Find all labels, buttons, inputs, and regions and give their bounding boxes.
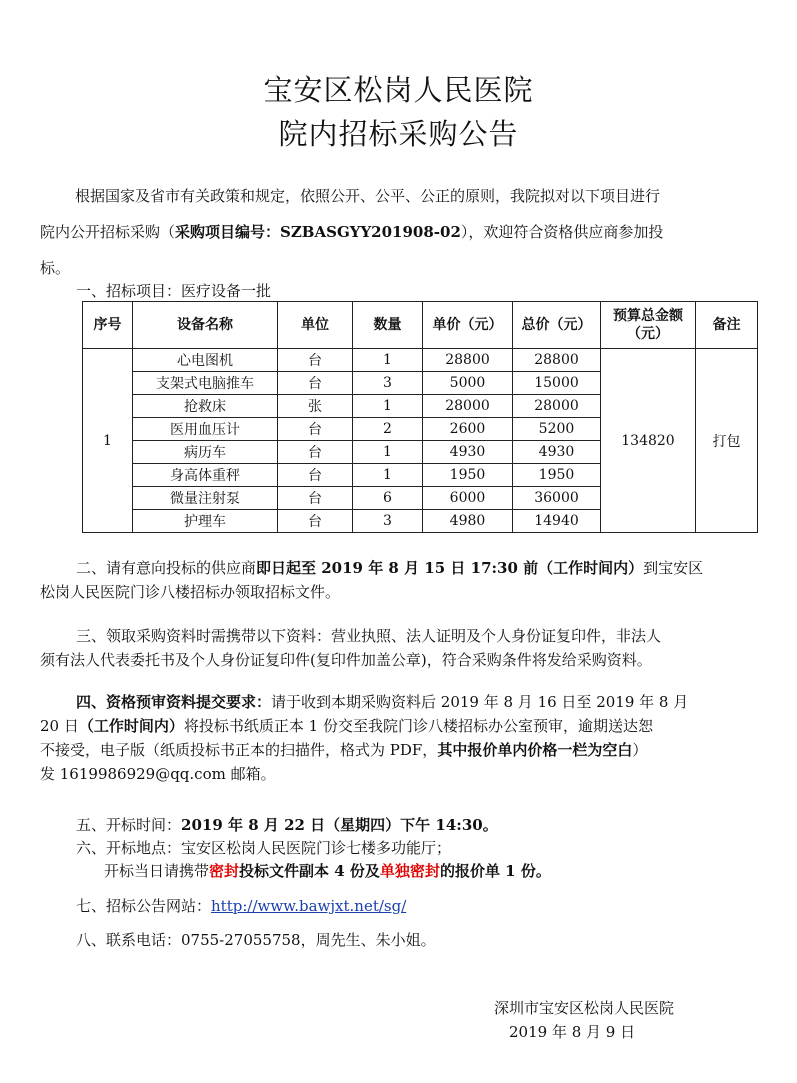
intro-text: ），欢迎符合资格供应商参加投 (460, 223, 664, 241)
item-unit: 台 (278, 441, 353, 464)
item-qty: 2 (353, 418, 423, 441)
page-subtitle: 院内招标采购公告 (278, 117, 519, 151)
item-unit: 台 (278, 372, 353, 395)
item-name: 支架式电脑推车 (133, 372, 278, 395)
section-6-line-1: 六、开标地点：宝安区松岗人民医院门诊七楼多功能厅； (76, 839, 452, 857)
item-qty: 1 (353, 441, 423, 464)
item-unit: 台 (278, 418, 353, 441)
item-total: 28800 (513, 349, 601, 372)
item-price: 6000 (423, 487, 513, 510)
section-6-line-2 (104, 861, 551, 881)
section-4-text: 请于收到本期采购资料后 2019 年 8 月 16 日至 2019 年 8 月 (271, 693, 689, 711)
budget-total-cell: 134820 (601, 349, 696, 533)
section-6-text: 开标当日请携带 (104, 862, 210, 880)
section-4-heading: 四、资格预审资料提交要求： (76, 693, 272, 711)
section-2-line-2: 松岗人民医院门诊八楼招标办领取招标文件。 (40, 583, 341, 601)
item-total: 14940 (513, 510, 601, 533)
item-price: 2600 (423, 418, 513, 441)
item-price: 28800 (423, 349, 513, 372)
intro-line-2 (40, 222, 663, 242)
item-qty: 1 (353, 464, 423, 487)
column-header: 单位 (278, 302, 353, 349)
table-row (83, 349, 758, 372)
section-4-text: ） (632, 741, 648, 759)
section-1-heading: 一、招标项目：医疗设备一批 (76, 282, 272, 300)
item-unit: 台 (278, 349, 353, 372)
item-price: 1950 (423, 464, 513, 487)
item-name: 抢救床 (133, 395, 278, 418)
item-total: 36000 (513, 487, 601, 510)
item-total: 4930 (513, 441, 601, 464)
section-8-line: 八、联系电话：0755-27055758，周先生、朱小姐。 (76, 931, 436, 949)
section-7-label: 七、招标公告网站： (76, 897, 212, 915)
table-header-row (83, 302, 758, 349)
deadline-text: 即日起至 2019 年 8 月 15 日 17:30 前（工作时间内） (256, 559, 644, 577)
section-3-line-1: 三、领取采购资料时需携带以下资料：营业执照、法人证明及个人身份证复印件，非法人 (76, 627, 662, 645)
item-unit: 张 (278, 395, 353, 418)
column-header: 序号 (83, 302, 133, 349)
page-title: 宝安区松岗人民医院 (263, 73, 534, 107)
section-4-text: 将投标书纸质正本 1 份交至我院门诊八楼招标办公室预审，逾期送达恕 (183, 717, 653, 735)
item-total: 5200 (513, 418, 601, 441)
intro-line-3: 标。 (40, 259, 71, 277)
item-price: 5000 (423, 372, 513, 395)
work-hours-text: （工作时间内） (78, 717, 184, 735)
project-number: 采购项目编号：SZBASGYY201908-02 (175, 223, 461, 241)
column-header: 设备名称 (133, 302, 278, 349)
item-qty: 3 (353, 372, 423, 395)
section-4-line-4: 发 1619986929@qq.com 邮箱。 (40, 765, 276, 783)
item-qty: 1 (353, 349, 423, 372)
intro-line-1: 根据国家及省市有关政策和规定，依照公开、公平、公正的原则，我院拟对以下项目进行 (75, 187, 661, 205)
section-4-line-2 (40, 716, 653, 736)
website-link[interactable]: http://www.bawjxt.net/sg/ (211, 897, 407, 915)
sealed-text: 密封 (209, 862, 240, 880)
section-2-text: 到宝安区 (643, 559, 704, 577)
item-unit: 台 (278, 487, 353, 510)
intro-text: 院内公开招标采购（ (40, 223, 176, 241)
item-total: 15000 (513, 372, 601, 395)
item-qty: 6 (353, 487, 423, 510)
item-total: 28000 (513, 395, 601, 418)
section-5-label: 五、开标时间： (76, 816, 182, 834)
section-7-line (76, 896, 406, 916)
section-6-bold: 投标文件副本 4 份及 (239, 862, 380, 880)
footer-organization: 深圳市宝安区松岗人民医院 (494, 999, 675, 1017)
item-qty: 1 (353, 395, 423, 418)
section-6-bold: 的报价单 1 份。 (439, 862, 551, 880)
item-total: 1950 (513, 464, 601, 487)
item-qty: 3 (353, 510, 423, 533)
section-4-line-3 (40, 740, 647, 760)
remark-cell: 打包 (696, 349, 758, 533)
column-header: 备注 (696, 302, 758, 349)
section-2-line-1 (76, 558, 703, 578)
column-header: 预算总金额（元） (601, 302, 696, 349)
equipment-table (82, 301, 758, 533)
item-name: 医用血压计 (133, 418, 278, 441)
item-price: 4930 (423, 441, 513, 464)
item-name: 身高体重秤 (133, 464, 278, 487)
section-4-line-1 (76, 692, 688, 712)
column-header: 总价（元） (513, 302, 601, 349)
item-price: 28000 (423, 395, 513, 418)
section-3-line-2: 须有法人代表委托书及个人身份证复印件(复印件加盖公章)，符合采购条件将发给采购资料。 (40, 651, 652, 669)
section-5-line (76, 815, 498, 835)
column-header: 单价（元） (423, 302, 513, 349)
separately-sealed-text: 单独密封 (379, 862, 440, 880)
item-name: 护理车 (133, 510, 278, 533)
opening-time: 2019 年 8 月 22 日（星期四）下午 14:30。 (181, 816, 498, 834)
item-unit: 台 (278, 464, 353, 487)
item-name: 病历车 (133, 441, 278, 464)
item-unit: 台 (278, 510, 353, 533)
footer-date: 2019 年 8 月 9 日 (509, 1023, 636, 1041)
section-4-text: 20 日 (40, 717, 79, 735)
section-4-text: 不接受，电子版（纸质投标书正本的扫描件，格式为 PDF， (40, 741, 438, 759)
blank-price-note: 其中报价单内价格一栏为空白 (437, 741, 633, 759)
seq-cell: 1 (83, 349, 133, 533)
item-name: 微量注射泵 (133, 487, 278, 510)
item-price: 4980 (423, 510, 513, 533)
section-2-text: 二、请有意向投标的供应商 (76, 559, 257, 577)
item-name: 心电图机 (133, 349, 278, 372)
column-header: 数量 (353, 302, 423, 349)
